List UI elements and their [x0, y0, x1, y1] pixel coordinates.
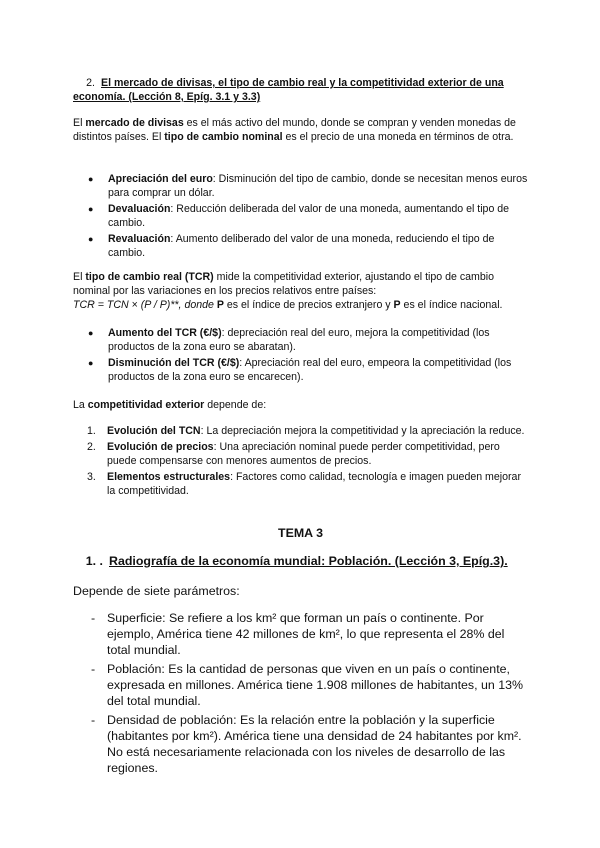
section-title: El mercado de divisas, el tipo de cambio real y la competitividad exterior de una economía. (Lección 8, Epíg. 3.1 y 3.3)	[73, 77, 504, 103]
tcr-formula: TCR = TCN × (P / P)**, donde	[73, 299, 217, 311]
list-item	[73, 202, 528, 230]
section-heading-poblacion	[73, 553, 528, 569]
comp-text-2: depende de:	[204, 399, 267, 411]
list-number: 3.	[87, 471, 96, 483]
dash-marker: -	[91, 662, 96, 676]
numbered-list-factores	[73, 424, 528, 500]
list-item-text: Densidad de población: Es la relación entre la población y la superficie (habitantes por km²). América tiene una densidad de 24 habitantes por km². No está necesariamente relacionada con los niveles de desarrollo de las regiones.	[107, 713, 522, 775]
bullet-list-cambio	[73, 172, 528, 262]
list-item	[73, 661, 528, 709]
bullet-marker: ●	[88, 358, 94, 368]
dash-marker: -	[91, 713, 96, 727]
bullet-marker: ●	[88, 174, 94, 184]
list-item-term: Aumento del TCR (€/$)	[108, 327, 222, 339]
list-item-term: Revaluación	[108, 233, 171, 245]
list-item	[73, 326, 528, 354]
list-item-term: Evolución de precios	[107, 441, 214, 453]
competitividad-paragraph	[73, 398, 528, 412]
list-item-text: : Factores como calidad, tecnología e imagen pueden mejorar la competitividad.	[107, 471, 521, 497]
dash-marker: -	[91, 611, 96, 625]
term-tipo-cambio-nominal: tipo de cambio nominal	[164, 131, 283, 143]
intro-text-3: es el precio de una moneda en términos de otra.	[282, 131, 514, 143]
list-item	[73, 610, 528, 658]
list-item-text: Superficie: Se refiere a los km² que forman un país o continente. Por ejemplo, América tiene 42 millones de km², lo que representa el 28% del total mundial.	[107, 611, 505, 657]
list-item-term: Apreciación del euro	[108, 173, 213, 185]
list-item	[73, 712, 528, 776]
list-item-text: : Disminución del tipo de cambio, donde se necesitan menos euros para comprar un dólar.	[108, 173, 528, 199]
list-item	[73, 470, 528, 498]
tcr-text-4: es el índice nacional.	[400, 299, 503, 311]
bullet-marker: ●	[88, 204, 94, 214]
tcr-text-3: es el índice de precios extranjero y	[223, 299, 394, 311]
list-item	[73, 172, 528, 200]
term-tcr: tipo de cambio real (TCR)	[85, 271, 214, 283]
list-item-term: Devaluación	[108, 203, 171, 215]
term-competitividad-exterior: competitividad exterior	[87, 399, 205, 411]
list-number: 2.	[87, 441, 96, 453]
tema-heading: TEMA 3	[278, 526, 323, 540]
list-item	[73, 424, 528, 438]
term-mercado-divisas: mercado de divisas	[85, 117, 184, 129]
intro-text-2: es el más activo del mundo, donde se compran y venden monedas de distintos países. El	[73, 117, 516, 143]
section-heading-mercado-divisas	[73, 76, 528, 104]
list-item-text: : Reducción deliberada del valor de una moneda, aumentando el tipo de cambio.	[108, 203, 510, 229]
list-item-text: : La depreciación mejora la competitividad y la apreciación la reduce.	[200, 425, 525, 437]
list-item-text: : Aumento deliberado del valor de una moneda, reduciendo el tipo de cambio.	[108, 233, 495, 259]
comp-text-1: La	[73, 399, 88, 411]
tcr-text-1: El	[73, 271, 86, 283]
list-number: 1.	[87, 425, 96, 437]
list-item-text: Población: Es la cantidad de personas que viven en un país o continente, expresada en millones. América tiene 1.908 millones de habitantes, un 13% del total mundial.	[107, 662, 524, 708]
term-p-extranjero: P	[216, 299, 224, 311]
list-item	[73, 356, 528, 384]
term-p-nacional: P	[393, 299, 401, 311]
list-item	[73, 440, 528, 468]
section-title: Radiografía de la economía mundial: Población. (Lección 3, Epíg.3).	[109, 554, 508, 568]
list-item	[73, 232, 528, 260]
list-item-term: Elementos estructurales	[107, 471, 231, 483]
list-item-text: : Apreciación real del euro, empeora la competitividad (los productos de la zona euro se encarecen).	[108, 357, 512, 383]
list-item-term: Disminución del TCR (€/$)	[108, 357, 240, 369]
section-number: 2.	[86, 77, 95, 89]
bullet-marker: ●	[88, 328, 94, 338]
tcr-paragraph	[73, 270, 528, 312]
bullet-marker: ●	[88, 234, 94, 244]
dash-list-parametros	[73, 610, 528, 779]
intro-text-1: El	[73, 117, 86, 129]
intro-paragraph	[73, 116, 528, 144]
section-number: 1. .	[85, 554, 103, 568]
list-item-text: : Una apreciación nominal puede perder competitividad, pero puede compensarse con menores aumentos de precios.	[107, 441, 500, 467]
list-item-text: : depreciación real del euro, mejora la competitividad (los productos de la zona euro se abaratan).	[108, 327, 490, 353]
parametros-intro: Depende de siete parámetros:	[73, 584, 240, 598]
tcr-text-2: mide la competitividad exterior, ajustando el tipo de cambio nominal por las variaciones en los precios relativos entre países:	[73, 271, 495, 297]
list-item-term: Evolución del TCN	[107, 425, 201, 437]
bullet-list-tcr	[73, 326, 528, 386]
